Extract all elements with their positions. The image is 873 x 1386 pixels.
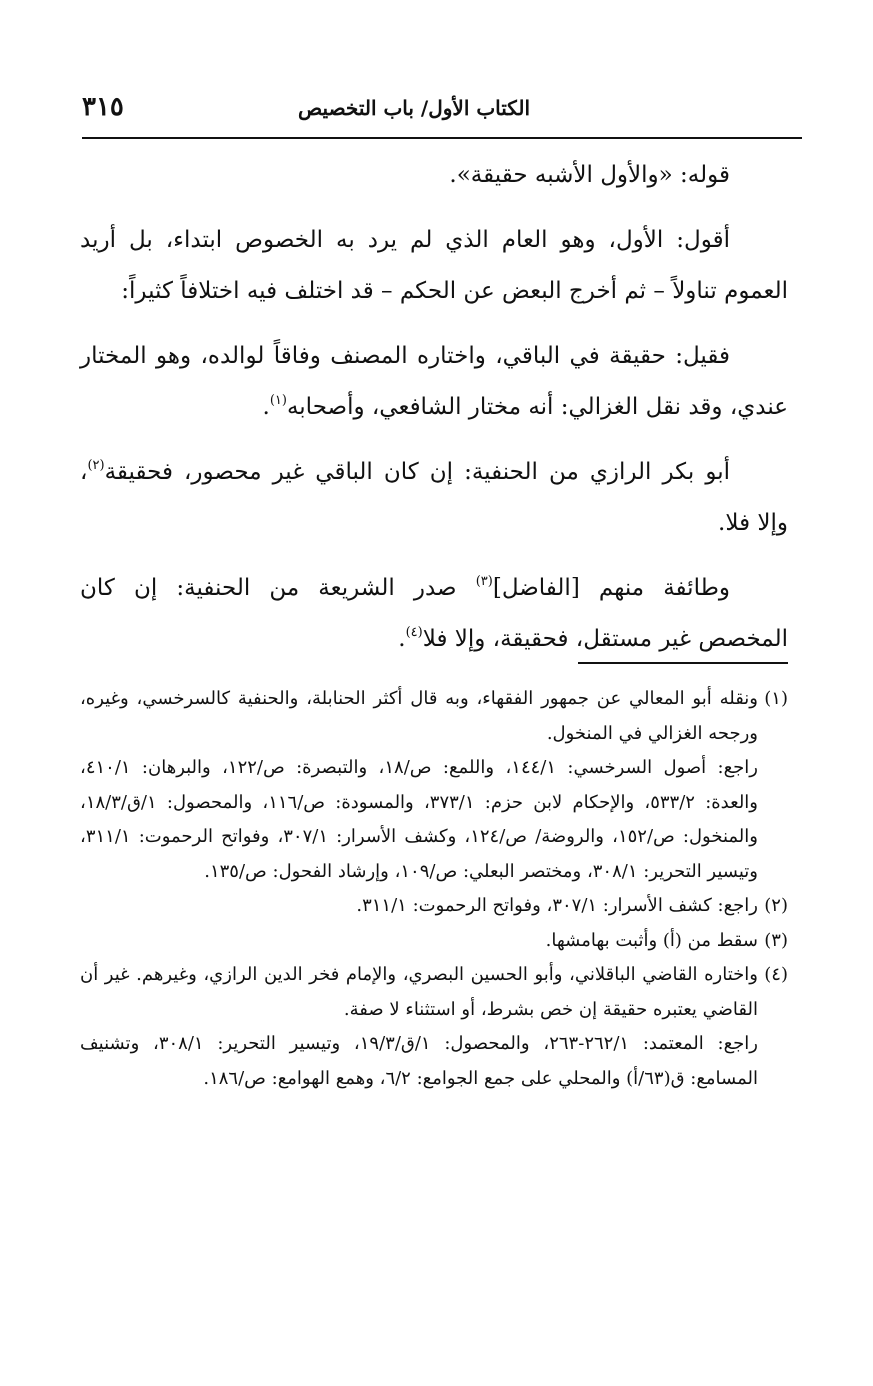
footnote-ref-1: (١) (269, 393, 287, 408)
footnote-text: راجع: أصول السرخسي: ١٤٤/١، واللمع: ص/١٨، والتبصرة: ص/١٢٢، والبرهان: ٤١٠/١، والعدة: ٥٣٣/٢، والإحكام لابن حزم: ٣٧٣/١، والمسودة: ص/١١٦، والمحصول: ١/ق/١٨/٣، والمنخول: ص/١٥٢، والروضة/ ص/١٢٤، وكشف الأسرار: ٣٠٧/١، وفواتح الرحموت: ٣١١/١، وتيسير التحرير: ٣٠٨/١، ومختصر البعلي: ص/١٠٩، وإرشاد الفحول: ص/١٣٥. (80, 757, 758, 882)
footnote-body (80, 958, 758, 1096)
running-title: الكتاب الأول/ باب التخصيص (298, 96, 530, 120)
footnote-separator (578, 662, 788, 664)
paragraph-3-text: فقيل: حقيقة في الباقي، واختاره المصنف وفاقاً لوالده، وهو المختار عندي، وقد نقل الغزالي: أنه مختار الشافعي، وأصحابه (80, 343, 788, 420)
footnote-body (80, 889, 758, 924)
footnote-number: (٢) (764, 895, 788, 916)
footnote-ref-3: (٣) (475, 574, 493, 589)
footnote-body (80, 924, 758, 959)
page-number: ٣١٥ (82, 92, 124, 122)
footnote-number: (٤) (764, 964, 788, 985)
paragraph-3 (80, 331, 788, 433)
paragraph-2: أقول: الأول، وهو العام الذي لم يرد به الخصوص ابتداء، بل أريد العموم تناولاً – ثم أخرج البعض عن الحكم – قد اختلف فيه اختلافاً كثيراً: (80, 227, 788, 304)
main-text (80, 150, 788, 679)
paragraph-1: قوله: «والأول الأشبه حقيقة». (449, 162, 730, 188)
footnote-text: راجع: المعتمد: ٢٦٢/١-٢٦٣، والمحصول: ١/ق/١٩/٣، وتيسير التحرير: ٣٠٨/١، وتشنيف المسامع: ق(٦٣/أ) والمحلي على جمع الجوامع: ٦/٢، وهمع الهوامع: ص/١٨٦. (80, 1033, 758, 1089)
footnote-4 (80, 958, 788, 1096)
paragraph-5-text-b: صدر الشريعة من الحنفية: إن كان المخصص غير مستقل، فحقيقة، وإلا فلا (80, 575, 788, 652)
footnote-text: واختاره القاضي الباقلاني، وأبو الحسين البصري، والإمام فخر الدين الرازي، وغيرهم. غير أن القاضي يعتبره حقيقة إن خص بشرط، أو استثناء لا صفة. (80, 964, 758, 1020)
footnote-1 (80, 682, 788, 889)
footnote-text: سقط من (أ) وأثبت بهامشها. (545, 929, 758, 951)
page-header (82, 92, 802, 132)
paragraph-5-text-a: وطائفة منهم [الفاضل] (492, 575, 731, 601)
footnote-number: (١) (764, 688, 788, 709)
footnotes (80, 682, 788, 1096)
paragraph-4-end: ، وإلا فلا. (80, 459, 788, 536)
paragraph-3-end: . (262, 394, 270, 420)
footnote-body (80, 682, 758, 889)
footnote-2 (80, 889, 788, 924)
paragraph-4 (80, 447, 788, 549)
paragraph-5-end: . (398, 626, 406, 652)
footnote-number: (٣) (764, 929, 788, 951)
paragraph-4-text: أبو بكر الرازي من الحنفية: إن كان الباقي غير محصور، فحقيقة (104, 459, 730, 485)
footnote-ref-2: (٢) (87, 458, 105, 473)
footnote-text: راجع: كشف الأسرار: ٣٠٧/١، وفواتح الرحموت: ٣١١/١. (356, 895, 758, 916)
paragraph-5 (80, 563, 788, 665)
footnote-ref-4: (٤) (405, 625, 423, 640)
footnote-text: ونقله أبو المعالي عن جمهور الفقهاء، وبه قال أكثر الحنابلة، والحنفية كالسرخسي، وغيره، ورجحه الغزالي في المنخول. (80, 688, 758, 744)
header-rule (82, 137, 802, 139)
footnote-3 (80, 924, 788, 959)
